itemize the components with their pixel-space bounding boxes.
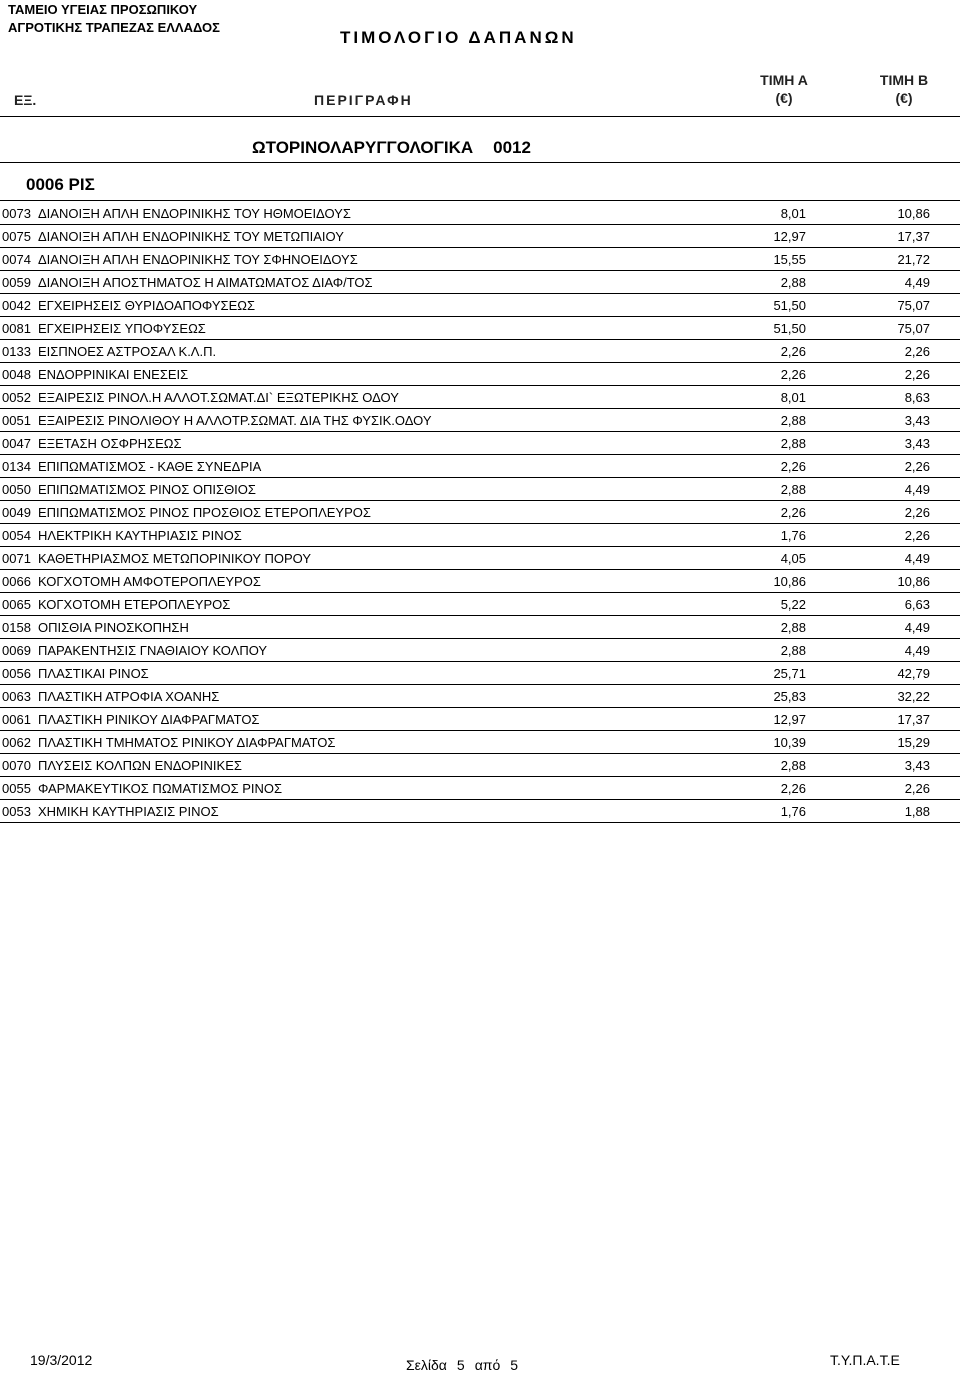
row-price-b: 32,22 [897,689,930,704]
row-code: 0075 [2,229,31,244]
row-code: 0061 [2,712,31,727]
row-price-b: 42,79 [897,666,930,681]
column-header-price-a [744,72,824,106]
row-price-b: 75,07 [897,298,930,313]
table-row [0,547,960,570]
row-price-a: 51,50 [773,321,806,336]
row-price-a: 12,97 [773,229,806,244]
row-code: 0073 [2,206,31,221]
column-header-price-a-label: ΤΙΜΗ Α [760,72,808,88]
row-price-b: 4,49 [904,551,930,566]
row-price-a: 4,05 [780,551,806,566]
table-row [0,524,960,547]
table-row [0,570,960,593]
row-price-a: 2,26 [780,781,806,796]
row-price-a: 2,88 [780,275,806,290]
row-divider [0,822,960,823]
row-code: 0042 [2,298,31,313]
row-price-a: 25,83 [773,689,806,704]
table-row [0,685,960,708]
row-price-b: 75,07 [897,321,930,336]
row-price-a: 2,88 [780,482,806,497]
table-row [0,202,960,225]
row-code: 0047 [2,436,31,451]
row-description: ΕΞΕΤΑΣΗ ΟΣΦΡΗΣΕΩΣ [38,436,182,451]
row-price-a: 51,50 [773,298,806,313]
row-description: ΗΛΕΚΤΡΙΚΗ ΚΑΥΤΗΡΙΑΣΙΣ ΡΙΝΟΣ [38,528,242,543]
row-description: ΟΠΙΣΘΙΑ ΡΙΝΟΣΚΟΠΗΣΗ [38,620,189,635]
row-description: ΧΗΜΙΚΗ ΚΑΥΤΗΡΙΑΣΙΣ ΡΙΝΟΣ [38,804,219,819]
row-price-a: 2,26 [780,367,806,382]
footer-page-of: από [474,1357,501,1373]
row-price-b: 2,26 [904,367,930,382]
footer-page-label: Σελίδα [406,1357,447,1373]
row-price-b: 3,43 [904,436,930,451]
table-row [0,777,960,800]
row-description: ΔΙΑΝΟΙΞΗ ΑΠΛΗ ΕΝΔΟΡΙΝΙΚΗΣ ΤΟΥ ΣΦΗΝΟΕΙΔΟΥΣ [38,252,358,267]
footer-organization: Τ.Υ.Π.Α.Τ.Ε [830,1352,900,1368]
row-description: ΠΛΑΣΤΙΚΑΙ ΡΙΝΟΣ [38,666,149,681]
column-header-description: ΠΕΡΙΓΡΑΦΗ [314,92,413,108]
row-price-b: 17,37 [897,712,930,727]
table-row [0,432,960,455]
row-description: ΕΞΑΙΡΕΣΙΣ ΡΙΝΟΛ.Η ΑΛΛΟΤ.ΣΩΜΑΤ.ΔΙ` ΕΞΩΤΕΡΙΚΗΣ ΟΔΟΥ [38,390,399,405]
row-description: ΠΛΑΣΤΙΚΗ ΡΙΝΙΚΟΥ ΔΙΑΦΡΑΓΜΑΤΟΣ [38,712,260,727]
row-price-a: 8,01 [780,206,806,221]
table-row [0,294,960,317]
row-code: 0158 [2,620,31,635]
row-description: ΠΛΑΣΤΙΚΗ ΤΜΗΜΑΤΟΣ ΡΙΝΙΚΟΥ ΔΙΑΦΡΑΓΜΑΤΟΣ [38,735,336,750]
row-price-a: 2,88 [780,436,806,451]
section-divider [0,162,960,163]
row-price-b: 2,26 [904,505,930,520]
row-code: 0063 [2,689,31,704]
row-code: 0070 [2,758,31,773]
row-description: ΚΟΓΧΟΤΟΜΗ ΕΤΕΡΟΠΛΕΥΡΟΣ [38,597,231,612]
row-price-b: 6,63 [904,597,930,612]
row-price-a: 2,26 [780,505,806,520]
row-code: 0074 [2,252,31,267]
table-row [0,731,960,754]
footer-page-total: 5 [510,1357,519,1373]
table-row [0,662,960,685]
row-code: 0134 [2,459,31,474]
table-row [0,708,960,731]
footer-page-current: 5 [456,1357,465,1373]
row-price-b: 15,29 [897,735,930,750]
row-code: 0049 [2,505,31,520]
footer-page-indicator [406,1357,528,1373]
row-price-a: 8,01 [780,390,806,405]
row-price-b: 2,26 [904,528,930,543]
row-description: ΕΓΧΕΙΡΗΣΕΙΣ ΥΠΟΦΥΣΕΩΣ [38,321,206,336]
row-description: ΔΙΑΝΟΙΞΗ ΑΠΛΗ ΕΝΔΟΡΙΝΙΚΗΣ ΤΟΥ ΜΕΤΩΠΙΑΙΟΥ [38,229,344,244]
row-code: 0059 [2,275,31,290]
row-code: 0062 [2,735,31,750]
row-price-b: 4,49 [904,643,930,658]
row-price-b: 2,26 [904,344,930,359]
row-price-a: 1,76 [780,528,806,543]
row-description: ΠΛΑΣΤΙΚΗ ΑΤΡΟΦΙΑ ΧΟΑΝΗΣ [38,689,220,704]
row-price-b: 3,43 [904,758,930,773]
row-description: ΠΛΥΣΕΙΣ ΚΟΛΠΩΝ ΕΝΔΟΡΙΝΙΚΕΣ [38,758,242,773]
table-row [0,593,960,616]
section-code: 0012 [493,138,531,157]
row-code: 0052 [2,390,31,405]
table-row [0,754,960,777]
table-row [0,501,960,524]
row-price-b: 4,49 [904,620,930,635]
table-row [0,800,960,823]
row-code: 0050 [2,482,31,497]
table-row [0,248,960,271]
column-header-price-b-unit: (€) [895,90,913,106]
table-row [0,386,960,409]
table-row [0,363,960,386]
row-description: ΚΑΘΕΤΗΡΙΑΣΜΟΣ ΜΕΤΩΠΟΡΙΝΙΚΟΥ ΠΟΡΟΥ [38,551,312,566]
row-description: ΕΞΑΙΡΕΣΙΣ ΡΙΝΟΛΙΘΟΥ Η ΑΛΛΟΤΡ.ΣΩΜΑΤ. ΔΙΑ ΤΗΣ ΦΥΣΙΚ.ΟΔΟΥ [38,413,432,428]
column-header-price-b [864,72,944,106]
table-row [0,639,960,662]
row-code: 0053 [2,804,31,819]
row-description: ΦΑΡΜΑΚΕΥΤΙΚΟΣ ΠΩΜΑΤΙΣΜΟΣ ΡΙΝΟΣ [38,781,283,796]
row-code: 0065 [2,597,31,612]
table-row [0,478,960,501]
row-code: 0055 [2,781,31,796]
row-description: ΔΙΑΝΟΙΞΗ ΑΠΟΣΤΗΜΑΤΟΣ Η ΑΙΜΑΤΩΜΑΤΟΣ ΔΙΑΦ/ΤΟΣ [38,275,373,290]
section-heading [252,138,531,158]
row-price-a: 2,26 [780,459,806,474]
row-description: ΕΙΣΠΝΟΕΣ ΑΣΤΡΟΣΑΛ Κ.Λ.Π. [38,344,217,359]
row-description: ΕΠΙΠΩΜΑΤΙΣΜΟΣ ΡΙΝΟΣ ΠΡΟΣΘΙΟΣ ΕΤΕΡΟΠΛΕΥΡΟΣ [38,505,371,520]
column-header-price-b-label: ΤΙΜΗ Β [879,72,929,88]
document-title: ΤΙΜΟΛΟΓΙΟ ΔΑΠΑΝΩΝ [340,28,577,47]
organization-name-line1: ΤΑΜΕΙΟ ΥΓΕΙΑΣ ΠΡΟΣΩΠΙΚΟΥ [8,2,198,17]
row-code: 0069 [2,643,31,658]
column-header-code: ΕΞ. [14,92,37,108]
row-code: 0051 [2,413,31,428]
row-price-b: 2,26 [904,781,930,796]
header-divider [0,116,960,117]
row-description: ΕΝΔΟΡΡΙΝΙΚΑΙ ΕΝΕΣΕΙΣ [38,367,189,382]
row-description: ΕΠΙΠΩΜΑΤΙΣΜΟΣ ΡΙΝΟΣ ΟΠΙΣΘΙΟΣ [38,482,256,497]
row-price-a: 5,22 [780,597,806,612]
row-description: ΕΓΧΕΙΡΗΣΕΙΣ ΘΥΡΙΔΟΑΠΟΦΥΣΕΩΣ [38,298,256,313]
row-price-a: 25,71 [773,666,806,681]
table-row [0,225,960,248]
row-code: 0081 [2,321,31,336]
row-price-b: 3,43 [904,413,930,428]
row-price-b: 17,37 [897,229,930,244]
row-code: 0056 [2,666,31,681]
row-price-a: 2,26 [780,344,806,359]
column-header-price-a-unit: (€) [775,90,793,106]
row-price-a: 2,88 [780,643,806,658]
table-row [0,340,960,363]
row-price-b: 8,63 [904,390,930,405]
row-price-a: 10,39 [773,735,806,750]
row-code: 0066 [2,574,31,589]
table-row [0,409,960,432]
row-description: ΚΟΓΧΟΤΟΜΗ ΑΜΦΟΤΕΡΟΠΛΕΥΡΟΣ [38,574,261,589]
row-description: ΠΑΡΑΚΕΝΤΗΣΙΣ ΓΝΑΘΙΑΙΟΥ ΚΟΛΠΟΥ [38,643,268,658]
table-row [0,271,960,294]
table-row [0,455,960,478]
row-price-a: 10,86 [773,574,806,589]
row-price-a: 12,97 [773,712,806,727]
section-title: ΩΤΟΡΙΝΟΛΑΡΥΓΓΟΛΟΓΙΚΑ [252,138,474,157]
row-code: 0071 [2,551,31,566]
row-price-a: 15,55 [773,252,806,267]
row-price-b: 21,72 [897,252,930,267]
row-price-b: 10,86 [897,206,930,221]
footer-date: 19/3/2012 [30,1352,93,1368]
row-price-b: 4,49 [904,275,930,290]
row-price-b: 4,49 [904,482,930,497]
table-row [0,616,960,639]
group-heading: 0006 ΡΙΣ [26,175,95,194]
row-description: ΕΠΙΠΩΜΑΤΙΣΜΟΣ - ΚΑΘΕ ΣΥΝΕΔΡΙΑ [38,459,262,474]
row-code: 0054 [2,528,31,543]
row-code: 0133 [2,344,31,359]
row-price-a: 2,88 [780,413,806,428]
row-price-b: 1,88 [904,804,930,819]
group-divider [0,200,960,201]
row-price-b: 2,26 [904,459,930,474]
row-price-b: 10,86 [897,574,930,589]
row-code: 0048 [2,367,31,382]
row-price-a: 2,88 [780,758,806,773]
table-row [0,317,960,340]
row-price-a: 2,88 [780,620,806,635]
organization-name-line2: ΑΓΡΟΤΙΚΗΣ ΤΡΑΠΕΖΑΣ ΕΛΛΑΔΟΣ [8,20,220,35]
row-price-a: 1,76 [780,804,806,819]
row-description: ΔΙΑΝΟΙΞΗ ΑΠΛΗ ΕΝΔΟΡΙΝΙΚΗΣ ΤΟΥ ΗΘΜΟΕΙΔΟΥΣ [38,206,351,221]
